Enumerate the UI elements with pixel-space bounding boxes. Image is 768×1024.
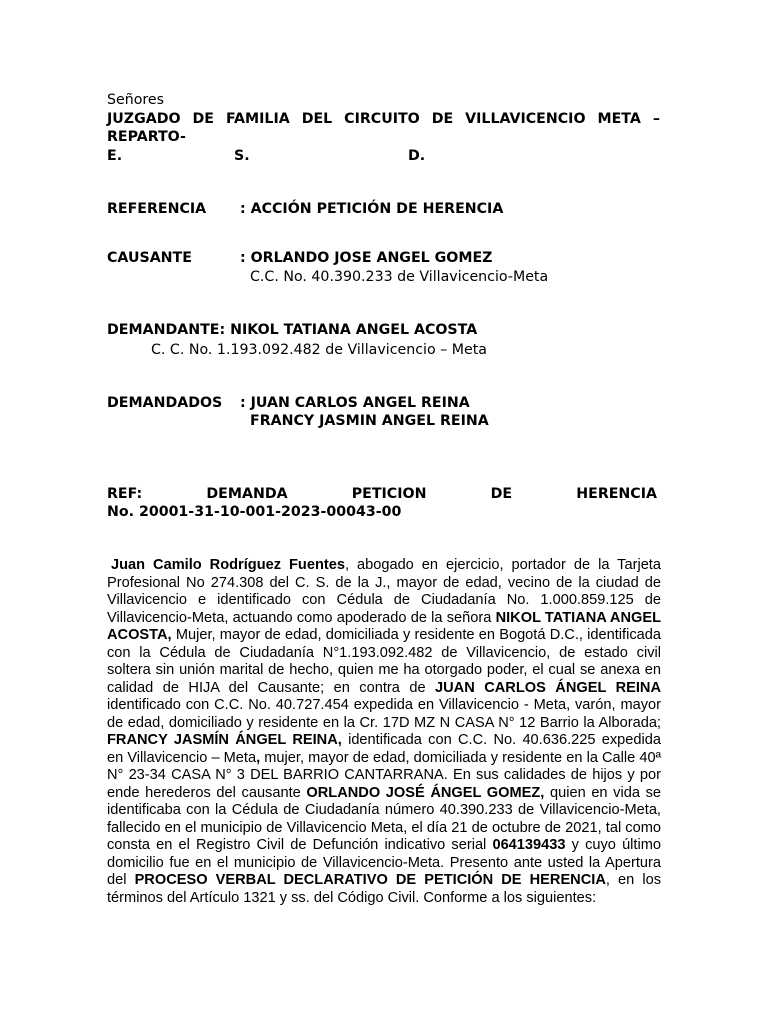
court-name-line1: JUZGADO DE FAMILIA DEL CIRCUITO DE VILLAVICENCIO META – [107,111,660,127]
demandante-label: DEMANDANTE: [107,322,226,338]
deceased-name: ORLANDO JOSÉ ÁNGEL GOMEZ, [306,784,545,801]
reference-label: REFERENCIA [107,201,207,217]
demandante-id: C. C. No. 1.193.092.482 de Villavicencio – Meta [151,342,487,358]
causante-name: : ORLANDO JOSE ANGEL GOMEZ [240,250,493,266]
case-number: No. 20001-31-10-001-2023-00043-00 [107,504,402,520]
death-serial: 064139433 [492,837,566,853]
body-paragraph: Juan Camilo Rodríguez Fuentes, abogado en ejercicio, portador de la Tarjeta Profesional No 274.308 del C. S. de la J., mayor de edad, vecino de la ciudad de Villavicencio e identificado con Cédula de Ciudadanía No. 1.000.859.125 de Villavicencio-Meta, actuando como apoderado de la señora NIKOL TATIANA ANGEL ACOSTA, Mujer, mayor de edad, domiciliada y residente en Bogotá D.C., identificada con la Cédula de Ciudadanía N°1.193.092.482 de Villavicencio, de estado civil soltera sin unión marital de hecho, quien me ha otorgado poder, el cual se anexa en calidad de HIJA del Causante; en contra de JUAN CARLOS ÁNGEL REINA identificado con C.C. No. 40.727.454 expedida en Villavicencio - Meta, varón, mayor de edad, domiciliado y residente en la Cr. 17D MZ N CASA N° 12 Barrio la Alborada; FRANCY JASMÍN ÁNGEL REINA, identificada con C.C. No. 40.636.225 expedida en Villavicencio – Meta, mujer, mayor de edad, domiciliada y residente en la Calle 40ª N° 23-34 CASA N° 3 DEL BARRIO CANTARRANA. En sus calidades de hijos y por ende herederos del causante ORLANDO JOSÉ ÁNGEL GOMEZ, quien en vida se identificaba con la Cédula de Ciudadanía número 40.390.233 de Villavicencio-Meta, fallecido en el municipio de Villavicencio Meta, el día 21 de octubre de 2021, tal como consta en el Registro Civil de Defunción indicativo serial 064139433 y cuyo último domicilio fue en el municipio de Villavicencio-Meta. Presento ante usted la Apertura del PROCESO VERBAL DECLARATIVO DE PETICIÓN DE HERENCIA, en los términos del Artículo 1321 y ss. del Código Civil. Conforme a los siguientes: [107,557,661,906]
plaintiff-name: NIKOL TATIANA ANGEL ACOSTA, [107,609,661,643]
defendant-2-name: FRANCY JASMÍN ÁNGEL REINA, [107,732,342,748]
defendant-1-name: JUAN CARLOS ÁNGEL REINA [435,679,661,696]
salutation: Señores [107,92,165,108]
reference-value: : ACCIÓN PETICIÓN DE HERENCIA [240,201,504,217]
demandado-1: : JUAN CARLOS ANGEL REINA [240,395,470,411]
esd-d: D. [408,148,426,164]
ref-line: REF: DEMANDA PETICION DE HERENCIA [107,486,657,502]
demandados-label: DEMANDADOS [107,395,223,411]
esd-e: E. [107,148,123,164]
court-name-line2: REPARTO- [107,129,186,145]
causante-id: C.C. No. 40.390.233 de Villavicencio-Meta [250,269,549,285]
demandante-line [107,321,477,339]
esd-s: S. [234,148,250,164]
causante-label: CAUSANTE [107,250,192,266]
process-type: PROCESO VERBAL DECLARATIVO DE PETICIÓN DE HERENCIA [134,872,606,888]
lawyer-name: Juan Camilo Rodríguez Fuentes [111,557,345,573]
demandante-name: NIKOL TATIANA ANGEL ACOSTA [225,322,478,338]
demandado-2: FRANCY JASMIN ANGEL REINA [250,413,489,429]
